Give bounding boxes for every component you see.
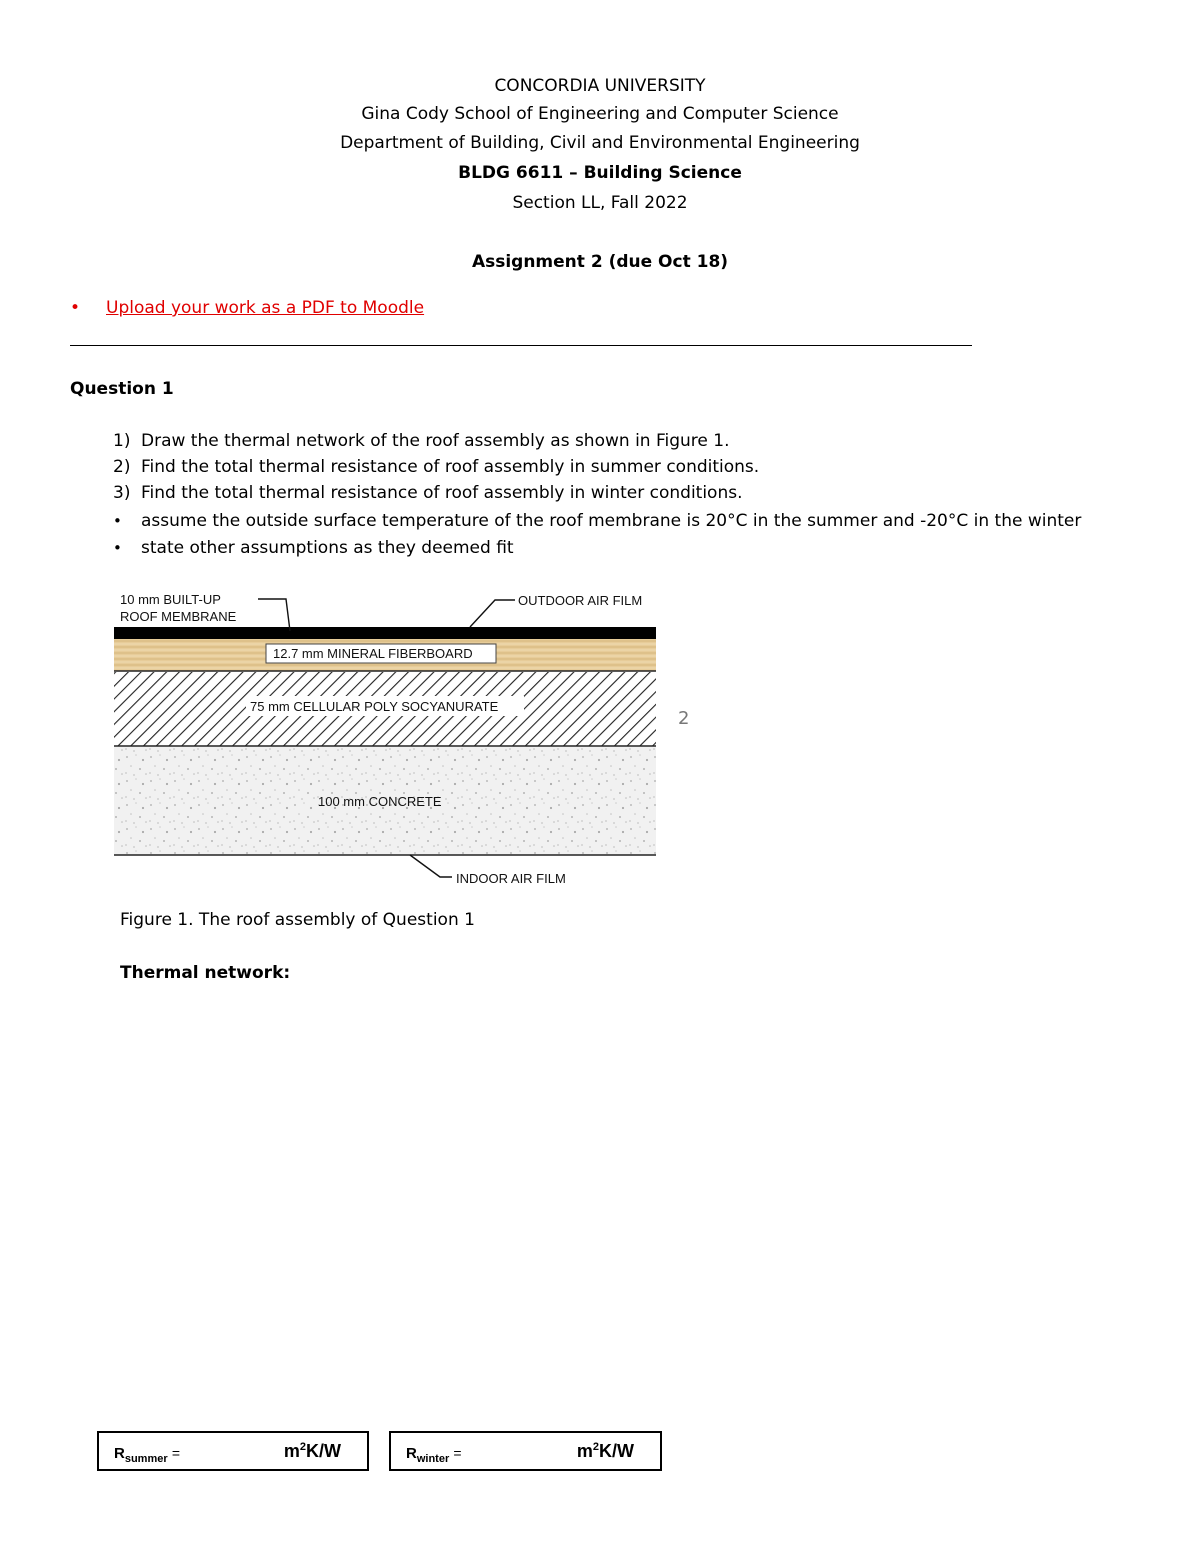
insulation-label: 75 mm CELLULAR POLY SOCYANURATE: [250, 699, 499, 714]
assumption-bullet-2: [113, 538, 514, 558]
item-number: 2): [113, 457, 131, 477]
upload-notice-link[interactable]: Upload your work as a PDF to Moodle: [106, 298, 425, 318]
question-item-3: [113, 483, 743, 503]
assumption-bullet-1: [113, 511, 1081, 531]
r-winter-label: $R_{winter}$ =: [406, 1445, 462, 1465]
side-page-number: 2: [678, 708, 690, 729]
item-text: Find the total thermal resistance of roof assembly in winter conditions.: [141, 483, 743, 503]
item-number: 1): [113, 431, 131, 451]
item-text: Draw the thermal network of the roof assembly as shown in Figure 1.: [141, 431, 730, 451]
outdoor-film-label: OUTDOOR AIR FILM: [518, 593, 643, 608]
department-name: Department of Building, Civil and Environmental Engineering: [340, 133, 860, 153]
r-summer-label: $R_{summer}$ =: [114, 1445, 180, 1465]
bullet-text: state other assumptions as they deemed fit: [141, 538, 514, 558]
concrete-label: 100 mm CONCRETE: [318, 794, 442, 809]
school-name: Gina Cody School of Engineering and Computer Science: [361, 104, 839, 124]
r-summer-box: [97, 1431, 369, 1471]
r-winter-box: [389, 1431, 662, 1471]
course-title: BLDG 6611 – Building Science: [458, 163, 742, 183]
figure-caption: Figure 1. The roof assembly of Question 1: [120, 910, 475, 930]
assignment-title: Assignment 2 (due Oct 18): [471, 252, 729, 272]
question-item-2: [113, 457, 759, 477]
bullet-mark: •: [113, 512, 122, 530]
question-title: Question 1: [70, 379, 174, 399]
bullet-mark: •: [113, 539, 122, 557]
notice-bullet: •: [70, 298, 81, 318]
indoor-film-label: INDOOR AIR FILM: [456, 871, 566, 886]
bullet-text: assume the outside surface temperature of the roof membrane is 20°C in the summer and -20°C in the winter: [141, 511, 1082, 531]
roof-assembly-figure: [100, 585, 700, 890]
university-name: CONCORDIA UNIVERSITY: [494, 76, 706, 96]
divider: [70, 345, 972, 346]
item-number: 3): [113, 483, 131, 503]
fiberboard-label: 12.7 mm MINERAL FIBERBOARD: [273, 646, 473, 661]
r-winter-unit: $m^2K/W$: [576, 1441, 634, 1461]
section-info: Section LL, Fall 2022: [512, 193, 688, 213]
membrane-label-line2: ROOF MEMBRANE: [120, 609, 237, 624]
membrane-label-line1: 10 mm BUILT-UP: [120, 592, 221, 607]
item-text: Find the total thermal resistance of roof assembly in summer conditions.: [141, 457, 760, 477]
question-item-1: [113, 431, 730, 451]
thermal-network-label: Thermal network:: [120, 963, 291, 983]
membrane-layer: [114, 627, 656, 639]
r-summer-unit: $m^2K/W$: [283, 1441, 341, 1461]
